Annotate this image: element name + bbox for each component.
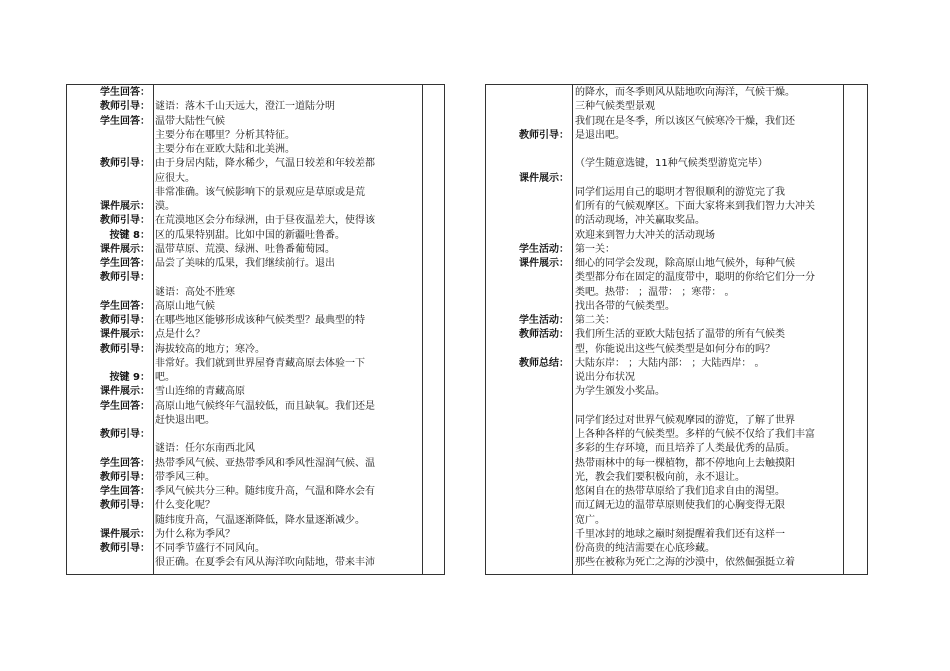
row-text: 高原山地气候 xyxy=(155,300,215,312)
row-text: 型，你能说出这些气候类型是如何分布的吗？ xyxy=(575,343,775,355)
row-text: 很正确。在夏季会有风从海洋吹向陆地，带来丰沛 xyxy=(155,557,375,569)
row-text: 同学们运用自己的聪明才智很顺利的游览完了我 xyxy=(575,186,785,198)
row-label: 教师引导： xyxy=(100,471,150,483)
row-label: 教师总结： xyxy=(519,357,569,369)
row-text: 那些在被称为死亡之海的沙漠中，依然倔强挺立着 xyxy=(575,557,795,569)
row-label: 按键 9： xyxy=(109,372,150,383)
row-label: 教师活动： xyxy=(519,329,569,341)
right-column-divider-1 xyxy=(572,85,573,574)
row-label: 教师引导： xyxy=(519,129,569,141)
row-text: 宽广。 xyxy=(575,514,605,526)
row-text: 的降水，而冬季则风从陆地吹向海洋，气候干燥。 xyxy=(575,87,795,98)
row-text: 光，教会我们要积极向前，永不退让。 xyxy=(575,471,745,483)
row-label: 课件展示： xyxy=(100,386,150,398)
right-column-divider-2 xyxy=(843,85,844,574)
row-text: 季风气候共分三种。随纬度升高，气温和降水会有 xyxy=(155,486,375,497)
row-text: 主要分布在哪里？分析其特征。 xyxy=(155,129,295,141)
row-text: 而辽阔无边的温带草原则使我们的心胸变得无限 xyxy=(575,500,785,512)
row-text: 第一关： xyxy=(575,243,615,255)
row-text: 不同季节盛行不同风向。 xyxy=(155,543,265,554)
row-text: 雪山连绵的青藏高原 xyxy=(155,386,245,398)
row-text: 为什么称为季风？ xyxy=(155,528,235,540)
row-label: 课件展示： xyxy=(100,201,150,212)
row-label: 教师引导： xyxy=(100,158,150,170)
row-label: 学生活动： xyxy=(519,315,569,326)
row-label: 教师引导： xyxy=(100,215,150,227)
row-text: 千里冰封的地球之巅时刻提醒着我们还有这样一 xyxy=(575,528,785,540)
row-text: 谜语：任尔东南西北风 xyxy=(155,443,255,455)
row-label: 课件展示： xyxy=(100,329,150,341)
row-text: 类型都分布在固定的温度带中，聪明的你给它们分一分 xyxy=(575,272,815,284)
row-text: 温带大陆性气候 xyxy=(155,115,225,127)
row-label: 学生回答： xyxy=(100,258,150,269)
row-label: 学生回答： xyxy=(100,300,150,312)
left-column-divider-2 xyxy=(422,85,423,574)
row-text: 是退出吧。 xyxy=(575,129,625,141)
row-text: 们所有的气候观摩区。下面大家将来到我们智力大冲关 xyxy=(575,201,815,212)
row-text: 漠。 xyxy=(155,201,175,212)
row-text: 点是什么？ xyxy=(155,329,205,341)
row-text: 谜语：高处不胜寒 xyxy=(155,286,235,298)
row-text: 温带草原、荒漠、绿洲、吐鲁番葡萄园。 xyxy=(155,243,335,255)
row-text: 多彩的生存环境，而且培养了人类最优秀的品质。 xyxy=(575,443,795,455)
row-text: 份高贵的纯洁需要在心底珍藏。 xyxy=(575,543,715,554)
row-label: 按键 8： xyxy=(109,229,150,241)
row-label: 教师引导： xyxy=(100,543,150,554)
row-label: 学生回答： xyxy=(100,87,150,98)
row-label: 教师引导： xyxy=(100,272,150,284)
row-text: （学生随意选键，11种气候类型游览完毕） xyxy=(575,158,768,170)
row-text: 欢迎来到智力大冲关的活动现场 xyxy=(575,229,715,241)
row-text: 吧。 xyxy=(155,372,175,383)
row-text: 带季风三种。 xyxy=(155,471,215,483)
row-text: 热带季风气候、亚热带季风和季风性湿润气候、温 xyxy=(155,457,375,469)
row-text: 高原山地气候终年气温较低，而且缺氧。我们还是 xyxy=(155,400,375,412)
row-label: 学生回答： xyxy=(100,400,150,412)
left-column-divider-1 xyxy=(153,85,154,574)
row-text: 我们所生活的亚欧大陆包括了温带的所有气候类 xyxy=(575,329,785,341)
row-text: 在哪些地区能够形成该种气候类型？最典型的特 xyxy=(155,315,365,326)
row-label: 学生活动： xyxy=(519,243,569,255)
row-text: 大陆东岸： ；大陆内部： ；大陆西岸： 。 xyxy=(575,357,765,369)
row-text: 由于身居内陆，降水稀少，气温日较差和年较差都 xyxy=(155,158,375,170)
row-text: 三种气候类型景观 xyxy=(575,101,655,113)
row-text: 类吧。热带： ；温带： ；寒带： 。 xyxy=(575,286,735,298)
row-text: 我们现在是冬季，所以该区气候寒冷干燥，我们还 xyxy=(575,115,795,127)
row-label: 学生回答： xyxy=(100,115,150,127)
row-text: 什么变化呢？ xyxy=(155,500,215,512)
row-text: 区的瓜果特别甜。比如中国的新疆吐鲁番。 xyxy=(155,229,345,241)
row-text: 悠闲自在的热带草原给了我们追求自由的渴望。 xyxy=(575,486,785,497)
row-label: 课件展示： xyxy=(100,528,150,540)
row-label: 课件展示： xyxy=(100,243,150,255)
row-label: 学生回答： xyxy=(100,457,150,469)
row-text: 找出各带的气候类型。 xyxy=(575,300,675,312)
row-label: 课件展示： xyxy=(519,258,569,269)
row-text: 谜语：落木千山天远大，澄江一道陆分明 xyxy=(155,101,335,113)
row-text: 主要分布在亚欧大陆和北美洲。 xyxy=(155,144,295,155)
row-text: 第二关： xyxy=(575,315,615,326)
row-label: 教师引导： xyxy=(100,500,150,512)
row-text: 在荒漠地区会分布绿洲，由于昼夜温差大，使得该 xyxy=(155,215,375,227)
row-label: 教师引导： xyxy=(100,343,150,355)
row-text: 应很大。 xyxy=(155,172,195,184)
row-text: 为学生颁发小奖品。 xyxy=(575,386,665,398)
row-text: 细心的同学会发现，除高原山地气候外，每种气候 xyxy=(575,258,795,269)
row-text: 非常好。我们就到世界屋脊青藏高原去体验一下 xyxy=(155,357,365,369)
row-text: 随纬度升高，气温逐渐降低，降水量逐渐减少。 xyxy=(155,514,365,526)
row-label: 教师引导： xyxy=(100,429,150,440)
row-text: 说出分布状况 xyxy=(575,372,635,383)
row-label: 教师引导： xyxy=(100,101,150,113)
row-text: 的活动现场，冲关赢取奖品。 xyxy=(575,215,705,227)
row-label: 课件展示： xyxy=(519,172,569,184)
row-text: 热带雨林中的每一棵植物，都不停地向上去触摸阳 xyxy=(575,457,795,469)
row-label: 教师引导： xyxy=(100,315,150,326)
row-text: 海拔较高的地方；寒冷。 xyxy=(155,343,265,355)
row-text: 品尝了美味的瓜果，我们继续前行。退出 xyxy=(155,258,335,269)
row-text: 赶快退出吧。 xyxy=(155,414,215,426)
row-text: 同学们经过对世界气候观摩园的游览，了解了世界 xyxy=(575,414,795,426)
row-text: 非常准确。该气候影响下的景观应是草原或是荒 xyxy=(155,186,365,198)
row-text: 上各种各样的气候类型。多样的气候不仅给了我们丰富 xyxy=(575,429,815,440)
row-label: 学生回答： xyxy=(100,486,150,497)
